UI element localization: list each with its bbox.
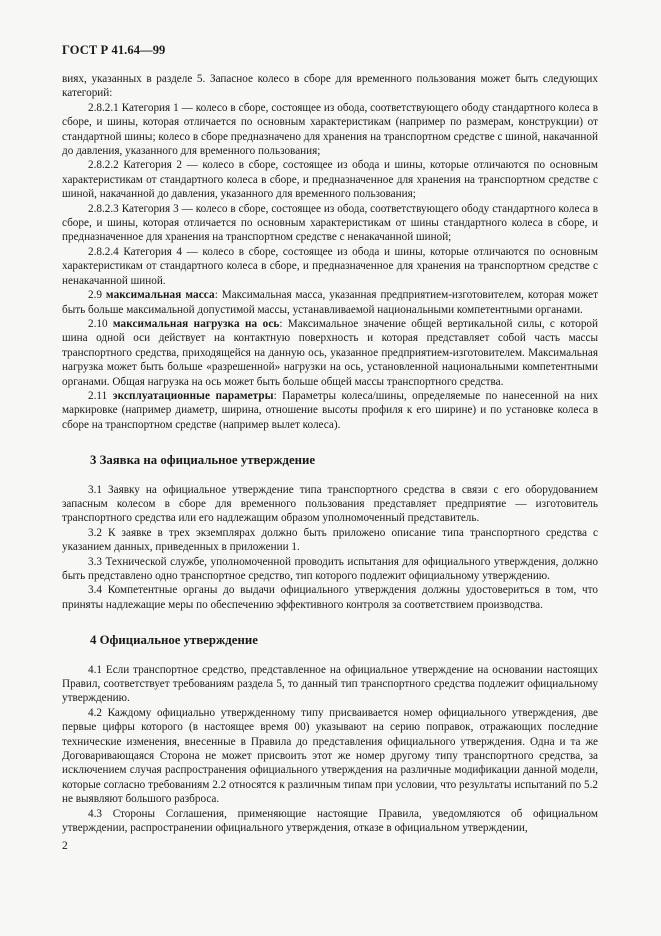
definition-text: : Параметры колеса/шины, определяемые по нанесенной на них маркировке (например диаметр, ширина, отношение высоты профиля к его ширине) и по установке колеса в сборе на транспортном средстве (например вылет колеса). — [62, 389, 599, 431]
category-3-paragraph: 2.8.2.3 Категория 3 — колесо в сборе, состоящее из обода, соответствующего ободу стандартного колеса в сборе, и шины, которая отличается по основным характеристикам от шины стандартного колеса в сборе, и предназначенное для хранения на транспортном средстве с ненакачанной шиной; — [62, 202, 598, 244]
paragraph-3-4: 3.4 Компетентные органы до выдачи официального утверждения должны удостовериться в том, что приняты надлежащие меры по обеспечению эффективного контроля за соответствием производства. — [62, 584, 598, 611]
document-header: ГОСТ Р 41.64—99 — [62, 43, 166, 57]
definition-number: 2.11 — [88, 389, 108, 402]
definition-number: 2.10 — [88, 317, 108, 330]
document-body — [62, 72, 598, 836]
definition-term: максимальная нагрузка на ось — [112, 317, 280, 330]
category-1-paragraph: 2.8.2.1 Категория 1 — колесо в сборе, состоящее из обода, соответствующего ободу стандартного колеса в сборе, и шины, которая отличается по основным характеристикам (например по размерам, конструкции) от стандартной шины; колесо в сборе предназначено для хранения на транспортном средстве с шиной, накачанной до давления, указанного для временного пользования; — [62, 101, 598, 158]
category-2-paragraph: 2.8.2.2 Категория 2 — колесо в сборе, состоящее из обода и шины, которые отличаются по основным характеристикам от стандартного колеса в сборе, и предназначенное для хранения на транспортном средстве с шиной, накачанной до давления, указанного для временного пользования; — [62, 159, 598, 201]
definition-number: 2.9 — [88, 289, 102, 302]
paragraph-3-1: 3.1 Заявку на официальное утверждение типа транспортного средства в связи с его оборудованием запасным колесом в сборе для временного пользования представляет предприятие — изготовитель транспортного средства или его надлежащим образом уполномоченный представитель. — [62, 483, 598, 525]
definition-term: максимальная масса — [105, 289, 215, 302]
definition-text: : Максимальная масса, указанная предприятием-изготовителем, которая может быть больше максимальной допустимой массы, устанавливаемой национальными компетентными органами. — [62, 289, 598, 316]
paragraph-4-3: 4.3 Стороны Соглашения, применяющие настоящие Правила, уведомляются об официальном утверждении, распространении официального утверждения, отказе в официальном утверждении, — [62, 807, 598, 835]
section-3-heading: 3 Заявка на официальное утверждение — [90, 453, 316, 468]
definition-2-11 — [62, 389, 598, 432]
paragraph-4-2: 4.2 Каждому официально утвержденному типу присваивается номер официального утверждения, две первые цифры которого (в настоящее время 00) указывают на серию поправок, отражающих последние технические изменения, внесенные в Правила до представления официального утверждения. Одна и та же Договаривающаяся Сторона не может присвоить этот же номер другому типу транспортного средства, за исключением случая распространения официального утверждения на различные модификации данной модели, которые согласно требованиям 2.2 относятся к различным типам при условии, что результаты испытаний по 5.2 не выявляют большого разброса. — [62, 706, 598, 806]
paragraph-3-3: 3.3 Технической службе, уполномоченной проводить испытания для официального утверждения, должно быть представлено одно транспортное средство, тип которого подлежит официальному утверждению. — [62, 555, 598, 582]
definition-text: : Максимальное значение общей вертикальной силы, с которой шина одной оси действует на контактную поверхность и которая представляет собой часть массы транспортного средства, приходящейся на данную ось, указанное предприятием-изготовителем. Максимальная нагрузка может быть больше «разрешенной» нагрузки на ось, установленной национальными компетентными органами. Общая нагрузка на ось может быть больше общей массы транспортного средства. — [62, 317, 598, 388]
category-4-paragraph: 2.8.2.4 Категория 4 — колесо в сборе, состоящее из обода и шины, которые отличаются по основным характеристикам от стандартного колеса в сборе, и предназначенное для хранения на транспортном средстве с ненакачанной шиной. — [62, 245, 598, 287]
definition-term: эксплуатационные параметры — [112, 389, 274, 402]
definition-2-10 — [62, 317, 598, 389]
continuation-paragraph: виях, указанных в разделе 5. Запасное колесо в сборе для временного пользования может быть следующих категорий: — [62, 73, 598, 100]
paragraph-4-1: 4.1 Если транспортное средство, представленное на официальное утверждение на основании настоящих Правил, соответствует требованиям раздела 5, то данный тип транспортного средства подлежит официальному утверждению. — [62, 663, 598, 705]
definition-2-9 — [62, 288, 598, 317]
section-4-heading: 4 Официальное утверждение — [90, 633, 258, 648]
page-number: 2 — [62, 840, 68, 852]
paragraph-3-2: 3.2 К заявке в трех экземплярах должно быть приложено описание типа транспортного средства с указанием данных, приведенных в приложении 1. — [62, 526, 598, 554]
